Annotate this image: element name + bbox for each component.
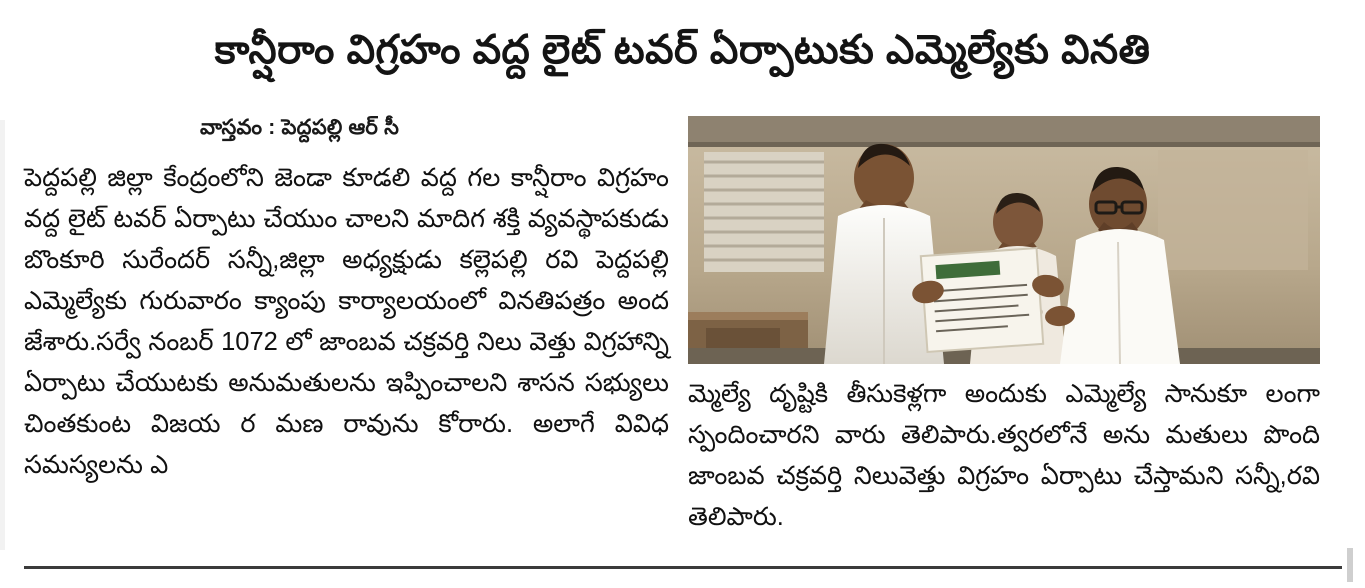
memorandum-paper: [921, 248, 1043, 352]
right-column-paragraph: మ్మెల్యే దృష్టికి తీసుకెళ్లగా అందుకు ఎమ్మెల్యే సానుకూ లంగా స్పందించారని వారు తెలిపారు.త్వరలోనే అను మతులు పొంది జాంబవ చక్రవర్తి నిలువెత్తు విగ్రహం ఏర్పాటు చేస్తామని సన్నీ,రవి తెలిపారు.: [688, 380, 1320, 531]
byline: వాస్తవం : పెద్దపల్లి ఆర్ సీ: [200, 116, 400, 139]
left-edge-artifact: [0, 120, 5, 550]
left-column-paragraph: పెద్దపల్లి జిల్లా కేంద్రంలోని జెండా కూడలి వద్ద గల కాన్షీరాం విగ్రహం వద్ద లైట్ టవర్ ఏర్పాటు చేయుం చాలని మాదిగ శక్తి వ్యవస్థాపకుడు బొంకూరి సురేందర్ సన్నీ,జిల్లా అధ్యక్షుడు కల్లెపల్లి రవి పెద్దపల్లి ఎమ్మెల్యేకు గురువారం క్యాంపు కార్యాలయంలో వినతిపత్రం అంద జేశారు.సర్వే నంబర్ 1072 లో జాంబవ చక్రవర్తి నిలు వెత్తు విగ్రహాన్ని ఏర్పాటు చేయుటకు అనుమతులను ఇప్పించాలని శాసన సభ్యులు చింతకుంట విజయ ర మణ రావును కోరారు. అలాగే వివిధ సమస్యలను ఎ: [24, 164, 669, 479]
corner-artifact: [1347, 548, 1353, 582]
article-photo: [688, 116, 1320, 364]
photo-illustration: [688, 116, 1320, 364]
bottom-divider: [24, 566, 1342, 569]
page-headline: కాన్షీరాం విగ్రహం వద్ద లైట్ టవర్ ఏర్పాటుకు ఎమ్మెల్యేకు వినతి: [214, 28, 1151, 72]
article-right-column: [688, 374, 1320, 538]
article-left-column: [24, 158, 669, 486]
